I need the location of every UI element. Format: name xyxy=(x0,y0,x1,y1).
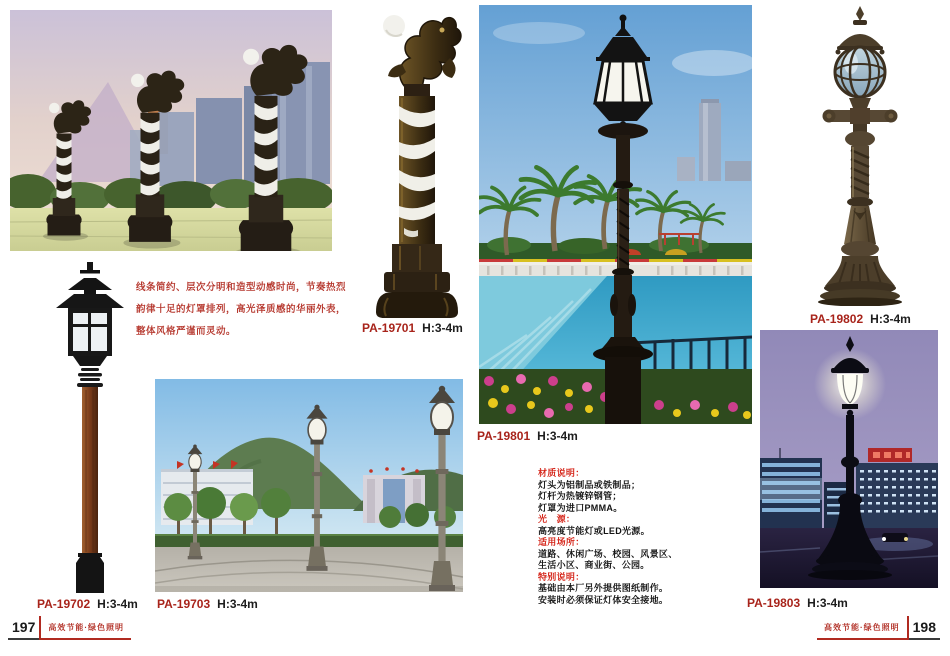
spec-line: 道路、休闲广场、校园、风景区、 xyxy=(538,548,678,559)
spec-section-title: 材质说明： xyxy=(538,468,585,478)
product-photo-pa19703 xyxy=(155,379,463,592)
spec-section-title: 光 源： xyxy=(538,514,576,524)
product-label-pa19703 xyxy=(157,597,258,611)
product-height: H:3-4m xyxy=(97,597,138,611)
globe-cage-lamp-illustration xyxy=(801,6,919,306)
product-height: H:3-4m xyxy=(537,429,578,443)
product-height: H:3-4m xyxy=(807,596,848,610)
plaza-dragon-columns-photo xyxy=(10,10,332,251)
product-label-pa19702 xyxy=(37,597,138,611)
spec-line: 高亮度节能灯或LED光源。 xyxy=(538,525,650,536)
spec-line: 灯杆为热镀锌钢管； xyxy=(538,491,622,501)
product-image-pa19802 xyxy=(801,6,919,306)
product-height: H:3-4m xyxy=(870,312,911,326)
product-code: PA-19702 xyxy=(37,597,91,611)
product-photo-pa19803 xyxy=(760,330,938,588)
page-footer-right xyxy=(817,616,940,640)
product-image-pa19702 xyxy=(28,258,152,593)
product-image-pa19701 xyxy=(358,6,476,318)
square-lantern-lamp-illustration xyxy=(28,258,152,593)
waterside-lamp-photo-illustration xyxy=(479,5,752,424)
product-code: PA-19801 xyxy=(477,429,531,443)
page-footer-left xyxy=(8,616,131,640)
product-label-pa19802 xyxy=(810,312,911,326)
product-code: PA-19803 xyxy=(747,596,801,610)
page-number-left: 197 xyxy=(8,619,39,640)
plaza-photo-illustration xyxy=(10,10,332,251)
product-description xyxy=(136,277,361,343)
park-lamps-photo-illustration xyxy=(155,379,463,592)
product-label-pa19701 xyxy=(362,321,463,335)
description-line: 线条简约、层次分明和造型动感时尚，节奏热烈 xyxy=(136,282,347,293)
description-line: 整体风格严谨而灵动。 xyxy=(136,326,237,337)
product-label-pa19803 xyxy=(747,596,848,610)
description-line: 韵律十足的灯罩排列，高光泽质感的华丽外表， xyxy=(136,304,347,315)
product-code: PA-19701 xyxy=(362,321,416,335)
page-number-right: 198 xyxy=(909,619,940,640)
product-height: H:3-4m xyxy=(422,321,463,335)
footer-slogan-left: 高效节能·绿色照明 xyxy=(41,618,131,640)
spec-section-title: 特别说明： xyxy=(538,571,585,582)
spec-line: 生活小区、商业街、公园。 xyxy=(538,560,650,570)
product-label-pa19801 xyxy=(477,429,578,443)
dragon-column-lamp-illustration xyxy=(358,6,476,318)
spec-line: 基础由本厂另外提供图纸制作。 xyxy=(538,583,669,593)
product-code: PA-19703 xyxy=(157,597,211,611)
footer-slogan-right: 高效节能·绿色照明 xyxy=(817,618,907,640)
spec-line: 灯罩为进口PMMA。 xyxy=(538,502,623,513)
spec-panel xyxy=(538,468,743,606)
spec-line: 灯头为铝制品或铁制品； xyxy=(538,479,641,490)
night-lamp-photo-illustration xyxy=(760,330,938,588)
product-code: PA-19802 xyxy=(810,312,864,326)
spec-section-title: 适用场所： xyxy=(538,537,585,547)
product-height: H:3-4m xyxy=(217,597,258,611)
spec-line: 安装时必须保证灯体安全接地。 xyxy=(538,594,669,605)
product-photo-pa19801 xyxy=(479,5,752,424)
